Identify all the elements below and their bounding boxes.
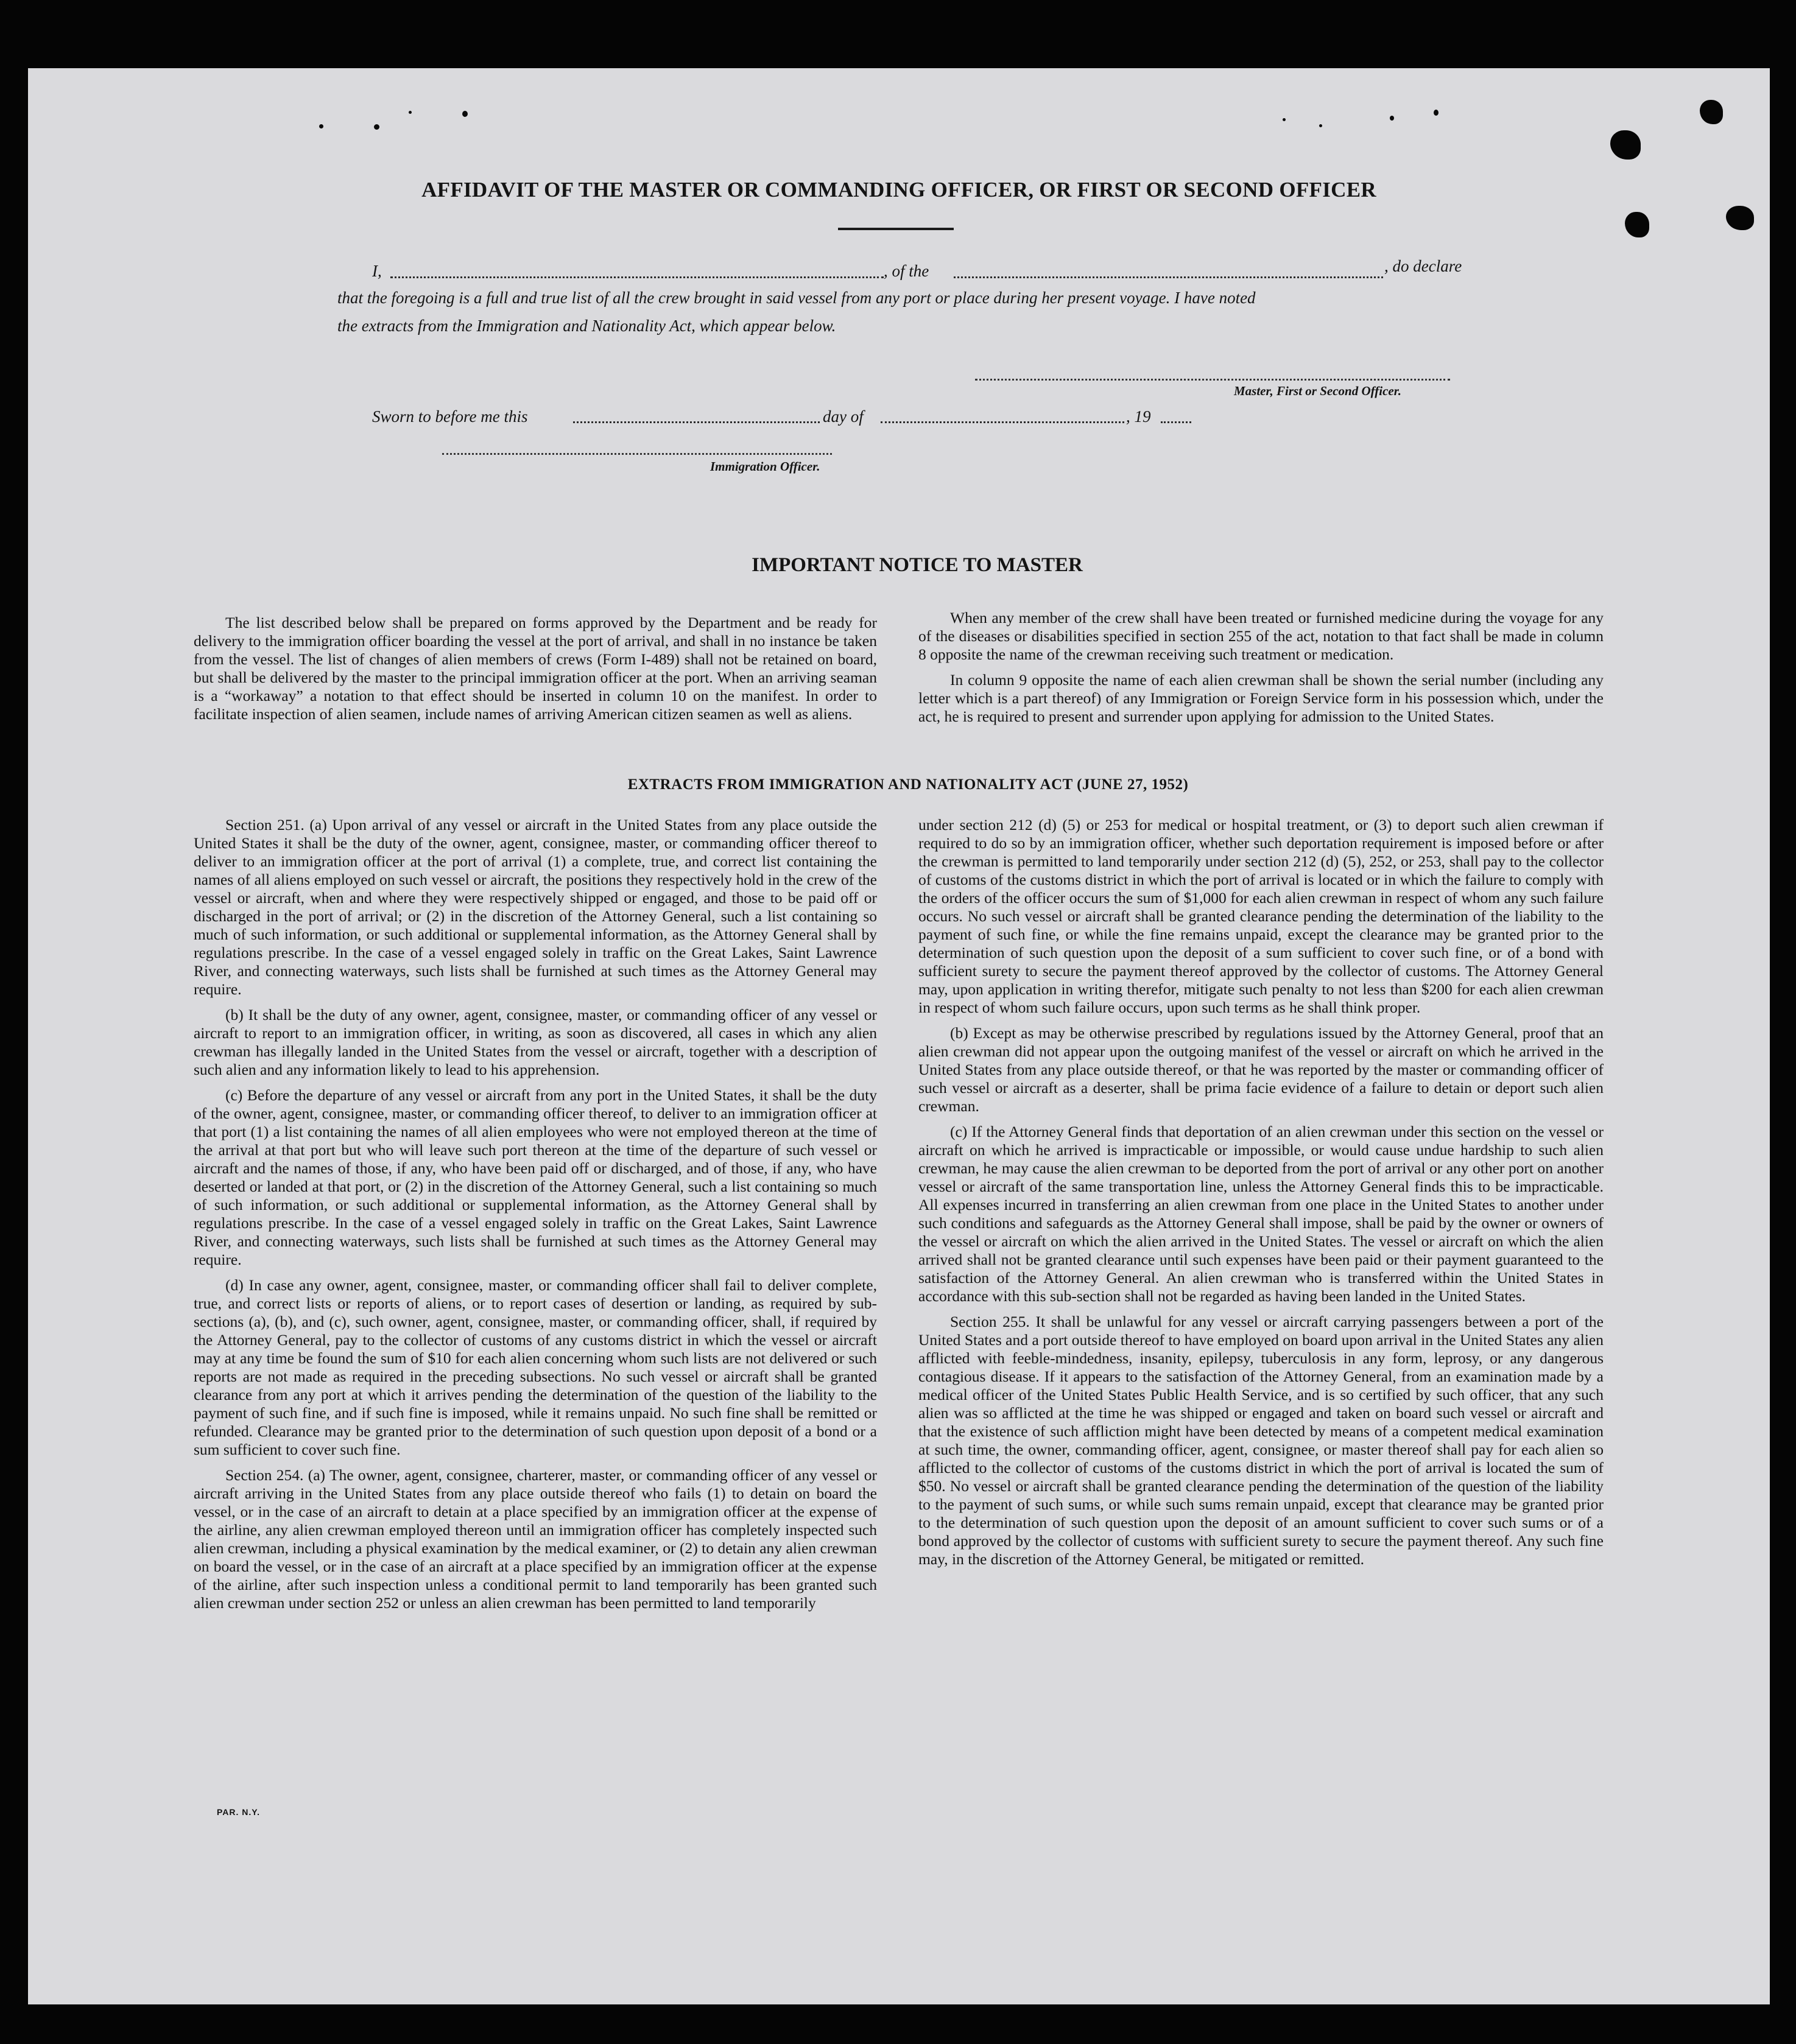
notice-paragraph: When any member of the crew shall have been treated or furnished medicine during the voyage for any of the diseases or disabilities specified in section 255 of the act, notation to that fact shall be made in column 8 opposite the name of the crewman receiving such treatment or medication. xyxy=(918,609,1604,663)
extracts-right-column xyxy=(918,816,1604,1576)
scan-speck xyxy=(319,124,323,128)
scan-speck xyxy=(462,111,468,117)
sworn-month-field[interactable] xyxy=(881,421,1124,423)
of-the-label: , of the xyxy=(884,262,929,280)
notice-right-column xyxy=(918,609,1604,733)
day-of-label: day of xyxy=(823,407,864,426)
officer-signature-line[interactable] xyxy=(442,453,832,455)
extract-paragraph: (c) Before the departure of any vessel or aircraft from any port in the United States, it shall be the duty of the owner, agent, consignee, master, or commanding officer thereof, to deliver to an immigration officer at that port (1) a list containing the names of all alien employees who were not employed thereon at the time of the arrival at that port but who will leave such port thereon at the time of the departure of such vessel or aircraft and the names of those, if any, who have been paid off or discharged, and of those, if any, who have deserted or landed at that port, or (2) in the discretion of the Attorney General, such a list containing so much of such information, or such additional or supplemental information, as the Attorney General shall by regulations prescribe. In the case of a vessel engaged solely in traffic on the Great Lakes, Saint Lawrence River, and connecting waterways, such lists shall be furnished at such times as the Attorney General may require. xyxy=(194,1086,877,1268)
punch-hole-blot xyxy=(1700,100,1723,124)
declarant-name-field[interactable] xyxy=(390,276,884,278)
extract-paragraph: Section 251. (a) Upon arrival of any vessel or aircraft in the United States from any place outside the United States it shall be the duty of the owner, agent, consignee, master, or commanding officer thereof to deliver to an immigration officer at the port of arrival (1) a complete, true, and correct list containing the names of all aliens employed on such vessel or aircraft, the positions they respectively hold in the crew of the vessel or aircraft, when and where they were respectively shipped or engaged, and those to be paid off or discharged in the port of arrival; or (2) in the discretion of the Attorney General, such a list containing so much of such information, or such additional or supplemental information, as the Attorney General shall by regulations prescribe. In the case of a vessel engaged solely in traffic on the Great Lakes, Saint Lawrence River, and connecting waterways, such lists shall be furnished at such times as the Attorney General may require. xyxy=(194,816,877,998)
extracts-left-column xyxy=(194,816,877,1620)
i-label: I, xyxy=(372,262,382,280)
notice-paragraph: The list described below shall be prepared on forms approved by the Department and be ready for delivery to the immigration officer boarding the vessel at the port of arrival, and shall in no instance be taken from the vessel. The list of changes of alien members of crews (Form I-489) shall not be retained on board, but shall be delivered by the master to the principal immigration officer at the port. When an arriving seaman is a “workaway” a notation to that effect should be inserted in column 10 on the manifest. In order to facilitate inspection of alien seamen, include names of arriving American citizen seamen as well as aliens. xyxy=(194,614,877,723)
extracts-heading: EXTRACTS FROM IMMIGRATION AND NATIONALITY ACT (JUNE 27, 1952) xyxy=(627,776,1189,793)
extract-paragraph: (c) If the Attorney General finds that deportation of an alien crewman under this section on the vessel or aircraft on which he arrived is impracticable or impossible, or would cause undue hardship to such alien crewman, he may cause the alien crewman to be deported from the port of arrival or any other port on another vessel or aircraft of the same transportation line, unless the Attorney General finds this to be impracticable. All expenses incurred in transferring an alien crewman from one place in the United States to another under such conditions and safeguards as the Attorney General shall impose, shall be paid by the owner or owners of the vessel or aircraft on which the alien arrived in the United States. The vessel or aircraft on which the alien arrived shall not be granted clearance until such expenses have been paid or their payment guaranteed to the satisfaction of the Attorney General. An alien crewman who is transferred within the United States in accordance with this sub-section shall not be regarded as having been landed in the United States. xyxy=(918,1123,1604,1305)
extract-paragraph: (b) It shall be the duty of any owner, agent, consignee, master, or commanding officer of any vessel or aircraft to report to an immigration officer, in writing, as soon as discovered, all cases in which any alien crewman has illegally landed in the United States from the vessel or aircraft, together with a description of such alien and any information likely to lead to his apprehension. xyxy=(194,1006,877,1078)
affidavit-title: AFFIDAVIT OF THE MASTER OR COMMANDING OFFICER, OR FIRST OR SECOND OFFICER xyxy=(421,178,1376,202)
scan-speck xyxy=(1283,118,1286,121)
vessel-name-field[interactable] xyxy=(954,276,1383,278)
year-label: , 19 xyxy=(1126,407,1151,426)
notice-left-column xyxy=(194,614,877,731)
extract-paragraph: (b) Except as may be otherwise prescribed by regulations issued by the Attorney General, proof that an alien crewman did not appear upon the outgoing manifest of the vessel or aircraft on which he arrived in the United States from any place outside thereof, or that he was reported by the master or commanding officer of such vessel or aircraft as a deserter, shall be prima facie evidence of a failure to detain or deport such alien crewman. xyxy=(918,1024,1604,1115)
notice-paragraph: In column 9 opposite the name of each alien crewman shall be shown the serial number (including any letter which is a part thereof) of any Immigration or Foreign Service form in his possession which, under the act, he is required to present and surrender upon applying for admission to the United States. xyxy=(918,671,1604,725)
sworn-date-field[interactable] xyxy=(573,421,820,423)
punch-hole-blot xyxy=(1625,212,1649,237)
declaration-text-line2: the extracts from the Immigration and Nationality Act, which appear below. xyxy=(337,317,836,335)
sworn-year-field[interactable] xyxy=(1161,421,1191,423)
punch-hole-blot xyxy=(1610,130,1641,160)
declaration-text-line1: that the foregoing is a full and true list of all the crew brought in said vessel from any port or place during her present voyage. I have noted xyxy=(337,289,1256,307)
printer-mark: PAR. N.Y. xyxy=(217,1807,260,1817)
scan-speck xyxy=(374,124,379,130)
master-signature-label: Master, First or Second Officer. xyxy=(1234,384,1401,398)
scan-speck xyxy=(1319,124,1322,127)
title-divider xyxy=(838,228,954,230)
document-page xyxy=(28,68,1770,2004)
scan-speck xyxy=(1434,110,1439,116)
extract-paragraph: Section 254. (a) The owner, agent, consignee, charterer, master, or commanding officer of any vessel or aircraft arriving in the United States from any place outside thereof who fails (1) to detain on board the vessel, or in the case of an aircraft to detain at a place specified by an immigration officer at the expense of the airline, any alien crewman employed thereon until an immigration officer has completely inspected such alien crewman, including a physical examination by the medical examiner, or (2) to detain any alien crewman on board the vessel, or in the case of an aircraft at a place specified by an immigration officer at the expense of the airline, after such inspection unless a conditional permit to land temporarily has been granted such alien crewman under section 252 or unless an alien crewman has been permitted to land temporarily xyxy=(194,1466,877,1612)
do-declare-label: , do declare xyxy=(1384,257,1462,275)
notice-heading: IMPORTANT NOTICE TO MASTER xyxy=(752,554,1083,576)
extract-paragraph: under section 212 (d) (5) or 253 for medical or hospital treatment, or (3) to deport such alien crewman if required to do so by an immigration officer, whether such deportation requirement is imposed before or after the crewman is permitted to land temporarily under section 212 (d) (5), 252, or 253, shall pay to the collector of customs of the customs district in which the port of arrival is located or in which the failure to comply with the orders of the officer occurs the sum of $1,000 for each alien crewman in respect of whom any such failure occurs. No such vessel or aircraft shall be granted clearance pending the determination of the liability to the payment of such fine, or while the fine remains unpaid, except the clearance may be granted prior to the determination of such question upon the deposit of a sum sufficient to cover such fine, or of a bond with sufficient surety to secure the payment thereof approved by the collector of customs. The Attorney General may, upon application in writing therefor, mitigate such penalty to not less than $200 for each alien crewman in respect of whom such failure occurs, upon such terms as he shall think proper. xyxy=(918,816,1604,1016)
master-signature-line[interactable] xyxy=(975,379,1450,381)
officer-signature-label: Immigration Officer. xyxy=(710,459,820,474)
scan-speck xyxy=(409,111,412,114)
extract-paragraph: (d) In case any owner, agent, consignee, master, or commanding officer shall fail to deliver complete, true, and correct lists or reports of aliens, or to report cases of desertion or landing, as required by sub-sections (a), (b), and (c), such owner, agent, consignee, master, or commanding officer, shall, if required by the Attorney General, pay to the collector of customs of any customs district in which the vessel or aircraft may at any time be found the sum of $10 for each alien concerning whom such lists are not delivered or such reports are not made as required in the preceding subsections. No such vessel or aircraft shall be granted clearance from any port at which it arrives pending the determination of the question of the liability to the payment of such fine, and if such fine is imposed, while it remains unpaid. No such fine shall be remitted or refunded. Clearance may be granted prior to the determination of such question upon deposit of a bond or a sum sufficient to cover such fine. xyxy=(194,1276,877,1458)
sworn-label: Sworn to before me this xyxy=(372,407,528,426)
punch-hole-blot xyxy=(1726,206,1754,230)
scan-speck xyxy=(1390,116,1394,121)
extract-paragraph: Section 255. It shall be unlawful for any vessel or aircraft carrying passengers between a port of the United States and a port outside thereof to have employed on board upon arrival in the United States any alien afflicted with feeble-mindedness, insanity, epilepsy, tuberculosis in any form, leprosy, or any dangerous contagious disease. If it appears to the satisfaction of the Attorney General, from an examination made by a medical officer of the United States Public Health Service, and is so certified by such officer, that any such alien was so afflicted at the time he was shipped or engaged and taken on board such vessel or aircraft and that the existence of such affliction might have been detected by means of a competent medical examination at such time, the owner, commanding officer, agent, consignee, or master thereof shall pay for each alien so afflicted to the collector of customs of the customs district in which the port of arrival is located the sum of $50. No vessel or aircraft shall be granted clearance pending the determination of the question of the liability to the payment of such sums, or while such sums remain unpaid, except that clearance may be granted prior to the determination of such question upon the deposit of an amount sufficient to cover such sums or of a bond approved by the collector of customs with sufficient surety to secure the payment thereof. Any such fine may, in the discretion of the Attorney General, be mitigated or remitted. xyxy=(918,1313,1604,1568)
